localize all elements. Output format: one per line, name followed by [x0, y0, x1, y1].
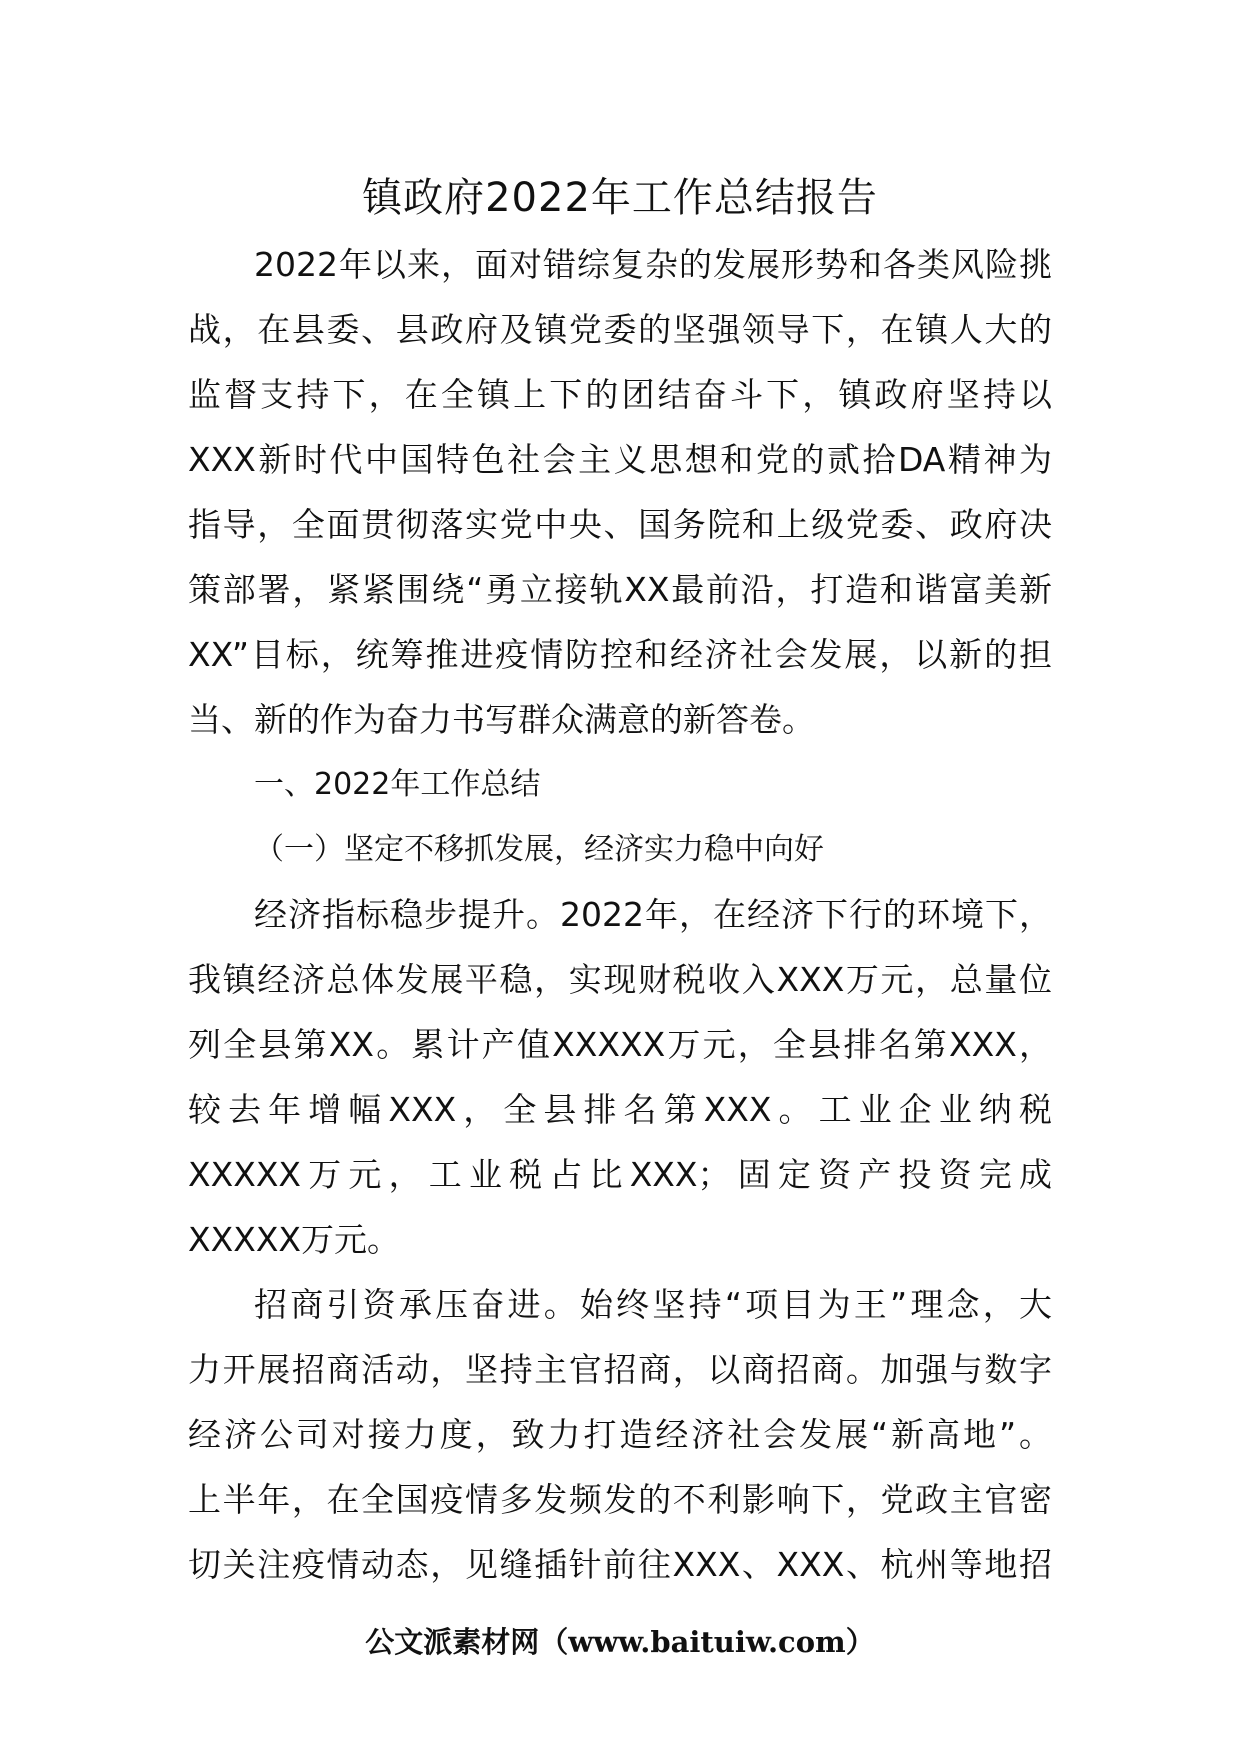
paragraph-line: 经济指标稳步提升。2022年，在经济下行的环境下， [254, 895, 1052, 934]
paragraph-line: 列全县第XX。累计产值XXXXX万元，全县排名第XXX， [188, 1025, 1052, 1064]
document-body [188, 232, 1052, 1597]
paragraph-line: 当、新的作为奋力书写群众满意的新答卷。 [188, 700, 815, 739]
paragraph-line: 经济公司对接力度，致力打造经济社会发展“新高地”。 [188, 1415, 1052, 1454]
paragraph-line: 监督支持下，在全镇上下的团结奋斗下，镇政府坚持以 [188, 375, 1052, 414]
paragraph-line: 2022年以来，面对错综复杂的发展形势和各类风险挑 [254, 245, 1052, 284]
paragraph-line: 上半年，在全国疫情多发频发的不利影响下，党政主官密 [188, 1480, 1052, 1519]
paragraph-line: 切关注疫情动态，见缝插针前往XXX、XXX、杭州等地招 [188, 1545, 1052, 1584]
paragraph-line: XX”目标，统筹推进疫情防控和经济社会发展，以新的担 [188, 635, 1052, 674]
section-heading: 一、2022年工作总结 [254, 767, 541, 802]
paragraph-line: 战，在县委、县政府及镇党委的坚强领导下，在镇人大的 [188, 310, 1052, 349]
paragraph-line: 招商引资承压奋进。始终坚持“项目为王”理念，大 [254, 1285, 1052, 1324]
paragraph-line: XXXXX万元，工业税占比XXX；固定资产投资完成 [188, 1155, 1052, 1194]
paragraph-line: 我镇经济总体发展平稳，实现财税收入XXX万元，总量位 [188, 960, 1052, 999]
paragraph-line: 策部署，紧紧围绕“勇立接轨XX最前沿，打造和谐富美新 [188, 570, 1052, 609]
document-title: 镇政府2022年工作总结报告 [362, 175, 878, 221]
subsection-heading: （一）坚定不移抓发展，经济实力稳中向好 [254, 832, 824, 867]
footer-watermark-text: 公文派素材网（www.baituiw.com） [365, 1625, 875, 1659]
paragraph-line: 指导，全面贯彻落实党中央、国务院和上级党委、政府决 [188, 505, 1052, 544]
paragraph-line: XXX新时代中国特色社会主义思想和党的贰拾DA精神为 [188, 440, 1052, 479]
paragraph-line: XXXXX万元。 [188, 1220, 401, 1259]
paragraph-line: 较去年增幅XXX，全县排名第XXX。工业企业纳税 [188, 1090, 1052, 1129]
paragraph-line: 力开展招商活动，坚持主官招商，以商招商。加强与数字 [188, 1350, 1052, 1389]
